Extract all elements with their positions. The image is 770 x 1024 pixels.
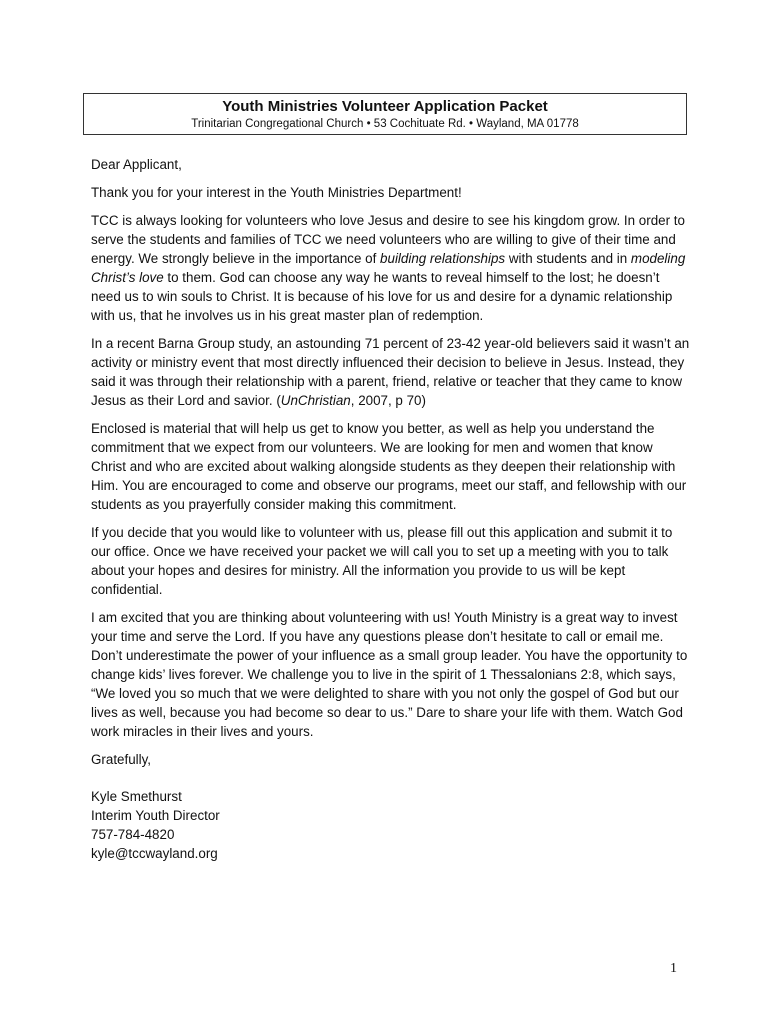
document-title: Youth Ministries Volunteer Application Packet [222, 98, 548, 115]
signature-block [91, 787, 691, 863]
paragraph-application-instructions: If you decide that you would like to volunteer with us, please fill out this application and submit it to our office. Once we have received your packet we will call you to set up a meeting with you to talk about your hopes and desires for ministry. All the information you provide to us will be kept confidential. [91, 525, 673, 597]
emphasis-building-relationships: building relationships [380, 251, 506, 266]
letter-body [91, 155, 691, 872]
emphasis-modeling-love: modeling Christ’s love [91, 251, 686, 285]
header-box [83, 93, 687, 135]
signature-email: kyle@tccwayland.org [91, 846, 218, 861]
signature-phone: 757-784-4820 [91, 827, 175, 842]
paragraph-text: TCC is always looking for volunteers who love Jesus and desire to see his kingdom grow. In order to serve the students and families of TCC we need volunteers who are willing to give of their time and energy. We strongly believe in the importance of [91, 213, 685, 266]
paragraph-volunteers [91, 211, 691, 325]
paragraph-text: to them. God can choose any way he wants to reveal himself to the lost; he doesn’t need us to win souls to Christ. It is because of his love for us and desire for a dynamic relationship with us, that he involves us in his great master plan of redemption. [91, 270, 673, 323]
thanks-paragraph: Thank you for your interest in the Youth Ministries Department! [91, 185, 462, 200]
paragraph-barna-study [91, 334, 691, 410]
paragraph-enclosed-material: Enclosed is material that will help us get to know you better, as well as help you understand the commitment that we expect from our volunteers. We are looking for men and women that know Christ and who are excited about walking alongside students as they deepen their relationship with Him. You are encouraged to come and observe our programs, meet our staff, and fellowship with our students as you prayerfully consider making this commitment. [91, 421, 687, 512]
salutation: Dear Applicant, [91, 157, 182, 172]
paragraph-text: , 2007, p 70) [350, 393, 426, 408]
paragraph-encouragement: I am excited that you are thinking about volunteering with us! Youth Ministry is a great way to invest your time and serve the Lord. If you have any questions please don’t hesitate to call or email me. Don’t underestimate the power of your influence as a small group leader. You have the opportunity to change kids’ lives forever. We challenge you to live in the spirit of 1 Thessalonians 2:8, which says, “We loved you so much that we were delighted to share with you not only the gospel of God but our lives as well, because you had become so dear to us.” Dare to share your life with them. Watch God work miracles in their lives and yours. [91, 610, 688, 739]
church-address: Trinitarian Congregational Church • 53 Cochituate Rd. • Wayland, MA 01778 [191, 118, 579, 130]
signature-name: Kyle Smethurst [91, 789, 182, 804]
closing: Gratefully, [91, 752, 152, 767]
signature-role: Interim Youth Director [91, 808, 220, 823]
paragraph-text: In a recent Barna Group study, an astounding 71 percent of 23-42 year-old believers said it wasn’t an activity or ministry event that most directly influenced their decision to believe in Jesus. Instead, they said it was through their relationship with a parent, friend, relative or teacher that they came to know Jesus as their Lord and savior. ( [91, 336, 690, 408]
page-number: 1 [670, 961, 677, 976]
book-title: UnChristian [280, 393, 351, 408]
paragraph-text: with students and in [505, 251, 631, 266]
